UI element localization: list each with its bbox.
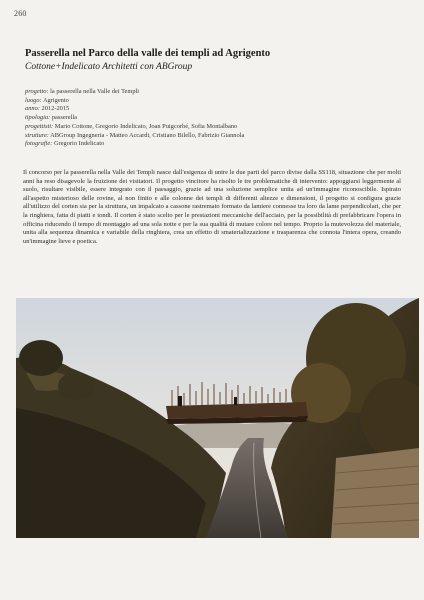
credit-label: anno: [25, 105, 40, 113]
credit-value: 2012-2015 [41, 105, 70, 113]
credit-location [25, 97, 405, 106]
credit-type [25, 114, 405, 123]
article-body: Il concorso per la passerella nella Valle dei Templi nasce dall'esigenza di unire le due parti del parco divise dalla SS118, situazione che per molti anni ha reso disagevole la fruizione dei visitatori. Il progetto vincitore ha risolto le tre problematiche di intervento: appoggiarsi leggermente al suolo, risultare visibile, essere integrato con il paesaggio, grazie ad una soluzione semplice unita ad un'immagine riconoscibile. Ispirato all'aspetto misterioso delle rovine, al non finito e alle colonne dei templi di differenti altezze e dimensioni, il progetto si configura grazie all'utilizzo del corten sia per la struttura, un impalcato a cassone rastremato formato da lamiere connesse tra loro da lame perpendicolari, che per la ringhiera, fatta di piatti e tondi. Il corten è stato scelto per le prestazioni meccaniche dell'acciaio, per la possibilità di prefabbricare l'opera in officina riducendo il tempo di montaggio ad una sola notte e per la sua qualità di mutare colore nel tempo. Proprio la mutevolezza del materiale, unita alla sequenza dinamica e variabile della ringhiera, crea un effetto di smaterializzazione e trasparenza che connota l'intera opera, creando un'immagine lieve e poetica. [23, 169, 401, 245]
credit-photos [25, 140, 405, 149]
credit-value: la passerella nella Valle dei Templi [50, 88, 140, 95]
credit-project [25, 88, 405, 97]
article-subtitle: Cottone+Indelicato Architetti con ABGroup [25, 62, 193, 72]
credit-label: strutture: [25, 131, 49, 139]
credit-label: luogo: [25, 96, 42, 104]
credit-value: Gregorio Indelicato [53, 140, 105, 148]
article-title: Passerella nel Parco della valle dei templi ad Agrigento [25, 48, 271, 59]
credit-designers [25, 123, 405, 132]
credit-label: progettisti: [25, 122, 54, 130]
credit-structures [25, 132, 405, 141]
credit-label: tipologia: [25, 114, 51, 122]
credit-value: Mario Cottone, Gregorio Indelicato, Joan Puigcorbé, Sofia Montalbano [54, 122, 238, 130]
credit-label: fotografie: [25, 140, 53, 148]
credit-value: Agrigento [42, 96, 69, 104]
credit-year [25, 105, 405, 114]
bridge-photo [16, 298, 419, 538]
credit-label: progetto: [25, 88, 49, 95]
page-number: 260 [14, 9, 27, 18]
project-credits [25, 88, 405, 149]
credit-value: ABGroup Ingegneria - Matteo Accardi, Cristiano Bilello, Fabrizio Giannola [50, 131, 245, 139]
credit-value: passerella [51, 114, 78, 122]
